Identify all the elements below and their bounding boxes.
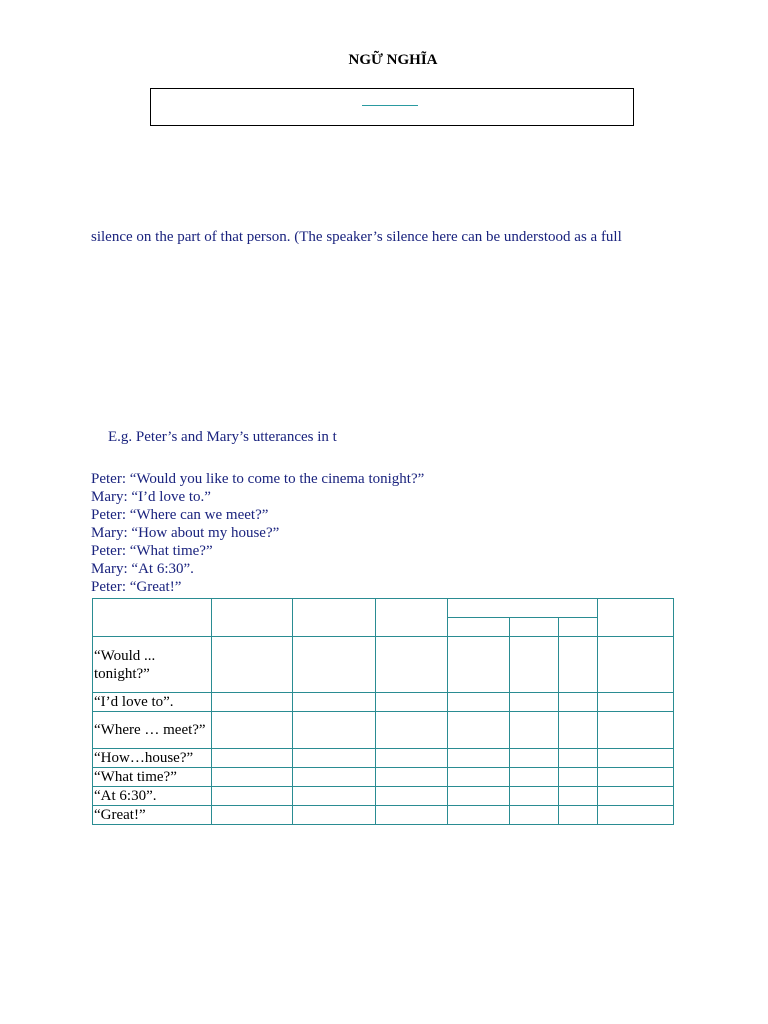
- table-row: [93, 749, 674, 768]
- table-cell: [448, 618, 510, 637]
- utterance-cell: “How…house?”: [93, 749, 212, 768]
- utterance-table: [92, 598, 674, 825]
- table-row: [93, 806, 674, 825]
- table-cell: [598, 599, 674, 637]
- header-box: [150, 88, 634, 126]
- dialogue-line: Peter: “What time?”: [91, 543, 213, 559]
- silence-text: silence on the part of that person. (The speaker’s silence here can be understood as a full: [91, 229, 622, 245]
- table-row: [93, 637, 674, 693]
- table-cell: [93, 599, 212, 637]
- utterance-cell: “Would ... tonight?”: [93, 637, 212, 693]
- utterance-cell: “I’d love to”.: [93, 693, 212, 712]
- dialogue-line: Mary: “At 6:30”.: [91, 561, 194, 577]
- utterance-cell: “Where … meet?”: [93, 712, 212, 749]
- dialogue-line: Peter: “Great!”: [91, 579, 182, 595]
- divider-line: [362, 105, 418, 106]
- dialogue-line: Peter: “Where can we meet?”: [91, 507, 269, 523]
- table-row: [93, 787, 674, 806]
- dialogue-line: Peter: “Would you like to come to the cinema tonight?”: [91, 471, 425, 487]
- table-cell: [376, 599, 448, 637]
- example-label: E.g. Peter’s and Mary’s utterances in t: [108, 429, 337, 445]
- dialogue-line: Mary: “How about my house?”: [91, 525, 280, 541]
- table-cell: [293, 599, 376, 637]
- table-cell: [559, 618, 598, 637]
- utterance-cell: “At 6:30”.: [93, 787, 212, 806]
- page-title: NGỮ NGHĨA: [348, 52, 438, 68]
- table-row: [93, 712, 674, 749]
- table-cell: [448, 599, 598, 618]
- table-row: [93, 693, 674, 712]
- dialogue: [91, 470, 424, 596]
- utterance-cell: “Great!”: [93, 806, 212, 825]
- table-cell: [510, 618, 559, 637]
- table-header-row: [93, 599, 674, 618]
- table-cell: [212, 599, 293, 637]
- table-row: [93, 768, 674, 787]
- dialogue-line: Mary: “I’d love to.”: [91, 489, 211, 505]
- utterance-cell: “What time?”: [93, 768, 212, 787]
